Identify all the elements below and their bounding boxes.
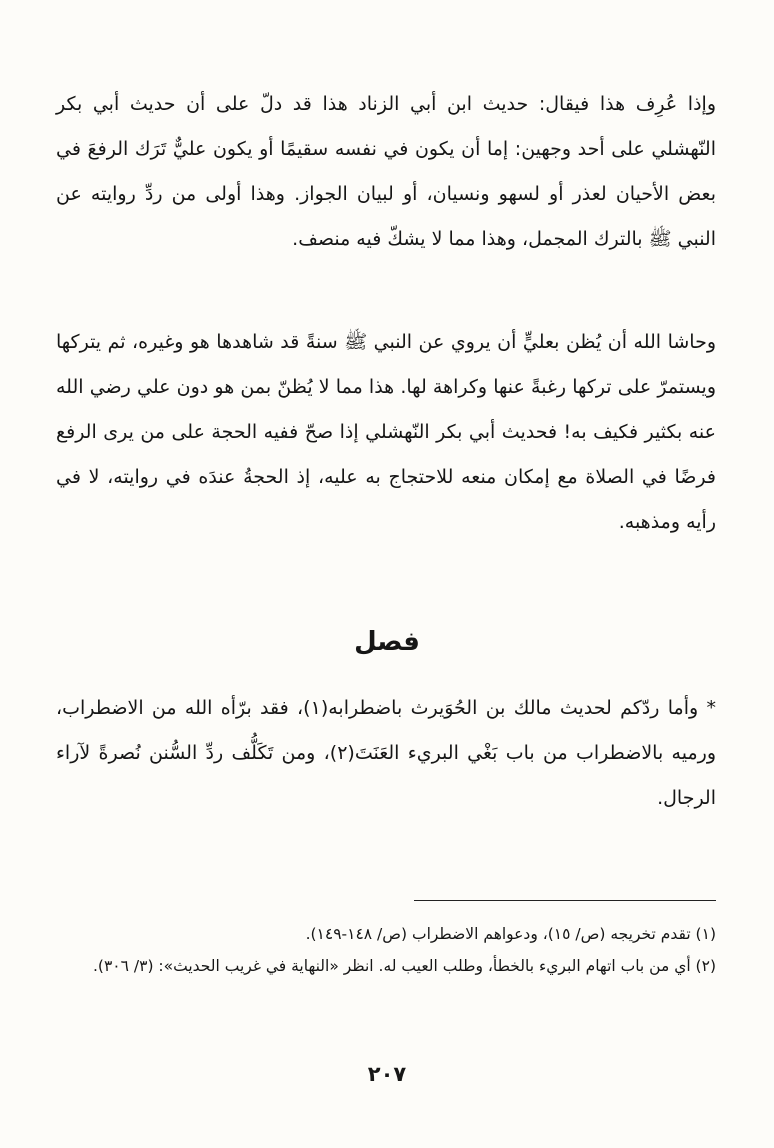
body-paragraph-3: * وأما ردّكم لحديث مالك بن الحُوَيرث باضطرابه(١)، فقد برّأه الله من الاضطراب، ورميه بالاضطراب من باب بَغْي البريء العَنَتَ(٢)، ومن تَكَلُّف ردِّ السُّنن نُصرةً لآراء الرجال.: [56, 697, 716, 809]
footnote-divider: [414, 900, 716, 901]
body-paragraph-1: وإذا عُرِف هذا فيقال: حديث ابن أبي الزناد هذا قد دلّ على أن حديث أبي بكر النّهشلي على أحد وجهين: إما أن يكون في نفسه سقيمًا أو يكون عليٌّ تَرَك الرفعَ في بعض الأحيان لعذر أو لسهو ونسيان، أو لبيان الجواز. وهذا أولى من ردِّ روايته عن النبي ﷺ بالترك المجمل، وهذا مما لا يشكّ فيه منصف.: [56, 93, 716, 250]
body-paragraph-2: وحاشا الله أن يُظن بعليٍّ أن يروي عن النبي ﷺ سنةً قد شاهدها هو وغيره، ثم يتركها ويستمرّ على تركها رغبةً عنها وكراهة لها. هذا مما لا يُظنّ بمن هو دون علي رضي الله عنه بكثير فكيف به! فحديث أبي بكر النّهشلي إذا صحّ ففيه الحجة على من يرى الرفع فرضًا في الصلاة مع إمكان منعه للاحتجاج به عليه، إذ الحجةُ عندَه في روايته، لا في رأيه ومذهبه.: [56, 331, 716, 533]
footnote-2: (٢) أي من باب اتهام البريء بالخطأ، وطلب العيب له. انظر «النهاية في غريب الحديث»: (٣/ ٣٠٦).: [92, 957, 716, 975]
page-number: ٢٠٧: [367, 1062, 407, 1086]
footnotes: [56, 918, 716, 982]
footnote-1: (١) تقدم تخريجه (ص/ ١٥)، ودعواهم الاضطراب (ص/ ١٤٨-١٤٩).: [305, 925, 716, 943]
section-heading: فصل: [354, 627, 420, 657]
